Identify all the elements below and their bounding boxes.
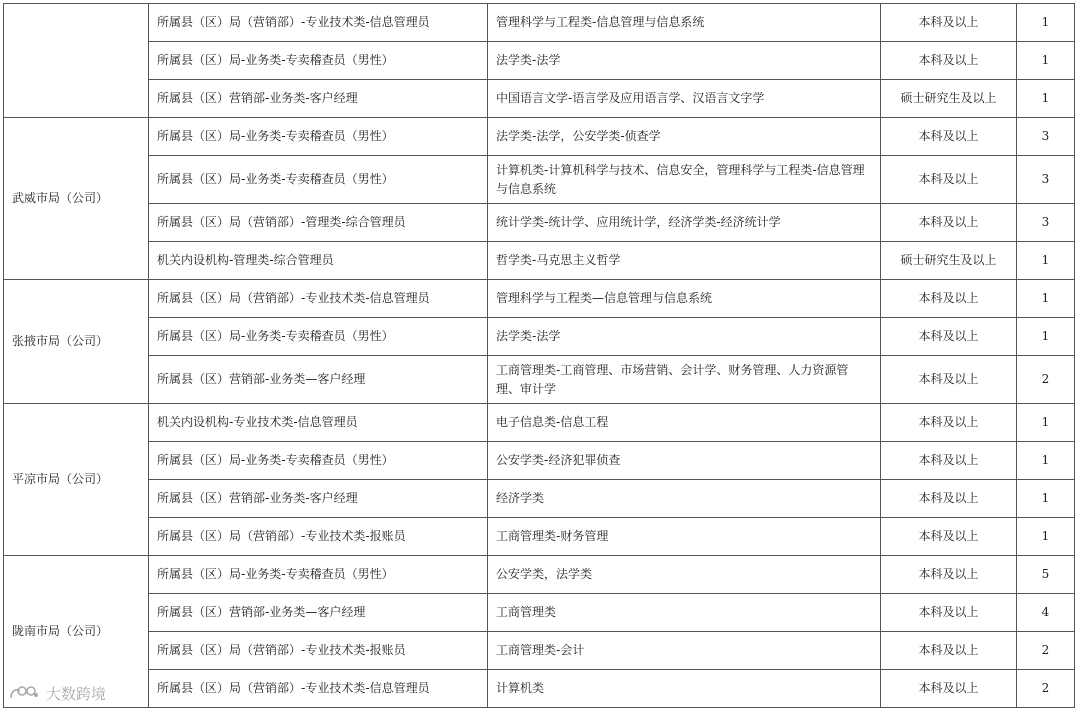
- count-cell: 1: [1017, 42, 1075, 80]
- major-cell: 法学类-法学: [488, 42, 881, 80]
- education-cell: 本科及以上: [881, 594, 1017, 632]
- major-cell: 工商管理类-工商管理、市场营销、会计学、财务管理、人力资源管理、审计学: [488, 356, 881, 404]
- table-row: [4, 670, 1075, 708]
- position-cell: 所属县（区）局-业务类-专卖稽查员（男性）: [149, 556, 488, 594]
- table-row: [4, 80, 1075, 118]
- count-cell: 1: [1017, 442, 1075, 480]
- table-body: [4, 4, 1075, 708]
- major-cell: 统计学类-统计学、应用统计学，经济学类-经济统计学: [488, 204, 881, 242]
- unit-cell: [4, 4, 149, 118]
- count-cell: 1: [1017, 4, 1075, 42]
- position-cell: 机关内设机构-管理类-综合管理员: [149, 242, 488, 280]
- position-cell: 机关内设机构-专业技术类-信息管理员: [149, 404, 488, 442]
- education-cell: 本科及以上: [881, 280, 1017, 318]
- table-row: [4, 318, 1075, 356]
- position-cell: 所属县（区）营销部-业务类—客户经理: [149, 356, 488, 404]
- count-cell: 1: [1017, 480, 1075, 518]
- position-cell: 所属县（区）营销部-业务类-客户经理: [149, 80, 488, 118]
- position-cell: 所属县（区）营销部-业务类-客户经理: [149, 480, 488, 518]
- education-cell: 本科及以上: [881, 42, 1017, 80]
- major-cell: 法学类-法学，公安学类-侦查学: [488, 118, 881, 156]
- education-cell: 本科及以上: [881, 404, 1017, 442]
- position-cell: 所属县（区）局-业务类-专卖稽查员（男性）: [149, 118, 488, 156]
- major-cell: 管理科学与工程类-信息管理与信息系统: [488, 4, 881, 42]
- count-cell: 1: [1017, 404, 1075, 442]
- position-cell: 所属县（区）局-业务类-专卖稽查员（男性）: [149, 156, 488, 204]
- unit-cell: 平凉市局（公司）: [4, 404, 149, 556]
- count-cell: 1: [1017, 80, 1075, 118]
- education-cell: 本科及以上: [881, 156, 1017, 204]
- count-cell: 1: [1017, 518, 1075, 556]
- position-cell: 所属县（区）局-业务类-专卖稽查员（男性）: [149, 318, 488, 356]
- position-cell: 所属县（区）局（营销部）-专业技术类-信息管理员: [149, 4, 488, 42]
- count-cell: 1: [1017, 242, 1075, 280]
- watermark-text: 大数跨境: [46, 684, 107, 703]
- major-cell: 哲学类-马克思主义哲学: [488, 242, 881, 280]
- table-row: [4, 242, 1075, 280]
- education-cell: 硕士研究生及以上: [881, 242, 1017, 280]
- education-cell: 硕士研究生及以上: [881, 80, 1017, 118]
- unit-cell: 武威市局（公司）: [4, 118, 149, 280]
- count-cell: 3: [1017, 156, 1075, 204]
- education-cell: 本科及以上: [881, 4, 1017, 42]
- major-cell: 工商管理类: [488, 594, 881, 632]
- table-row: [4, 356, 1075, 404]
- education-cell: 本科及以上: [881, 556, 1017, 594]
- education-cell: 本科及以上: [881, 518, 1017, 556]
- count-cell: 2: [1017, 356, 1075, 404]
- education-cell: 本科及以上: [881, 318, 1017, 356]
- education-cell: 本科及以上: [881, 670, 1017, 708]
- count-cell: 2: [1017, 632, 1075, 670]
- major-cell: 公安学类，法学类: [488, 556, 881, 594]
- bigdata-logo-icon: [8, 682, 40, 704]
- position-cell: 所属县（区）营销部-业务类—客户经理: [149, 594, 488, 632]
- table-row: [4, 42, 1075, 80]
- position-cell: 所属县（区）局（营销部）-专业技术类-报账员: [149, 632, 488, 670]
- unit-cell: 张掖市局（公司）: [4, 280, 149, 404]
- count-cell: 5: [1017, 556, 1075, 594]
- count-cell: 1: [1017, 318, 1075, 356]
- count-cell: 3: [1017, 204, 1075, 242]
- table-row: [4, 156, 1075, 204]
- position-cell: 所属县（区）局-业务类-专卖稽查员（男性）: [149, 42, 488, 80]
- table-row: [4, 594, 1075, 632]
- education-cell: 本科及以上: [881, 632, 1017, 670]
- major-cell: 经济学类: [488, 480, 881, 518]
- count-cell: 4: [1017, 594, 1075, 632]
- major-cell: 计算机类: [488, 670, 881, 708]
- major-cell: 法学类-法学: [488, 318, 881, 356]
- major-cell: 工商管理类-会计: [488, 632, 881, 670]
- table-row: [4, 280, 1075, 318]
- major-cell: 工商管理类-财务管理: [488, 518, 881, 556]
- recruitment-table: [3, 3, 1075, 708]
- count-cell: 1: [1017, 280, 1075, 318]
- table-row: [4, 4, 1075, 42]
- table-row: [4, 556, 1075, 594]
- unit-cell: 陇南市局（公司）: [4, 556, 149, 708]
- watermark: [8, 682, 106, 704]
- table-row: [4, 442, 1075, 480]
- major-cell: 计算机类-计算机科学与技术、信息安全，管理科学与工程类-信息管理与信息系统: [488, 156, 881, 204]
- position-cell: 所属县（区）局（营销部）-专业技术类-信息管理员: [149, 670, 488, 708]
- education-cell: 本科及以上: [881, 442, 1017, 480]
- education-cell: 本科及以上: [881, 480, 1017, 518]
- education-cell: 本科及以上: [881, 204, 1017, 242]
- table-row: [4, 204, 1075, 242]
- position-cell: 所属县（区）局（营销部）-专业技术类-信息管理员: [149, 280, 488, 318]
- position-cell: 所属县（区）局-业务类-专卖稽查员（男性）: [149, 442, 488, 480]
- table-row: [4, 518, 1075, 556]
- major-cell: 管理科学与工程类—信息管理与信息系统: [488, 280, 881, 318]
- major-cell: 公安学类-经济犯罪侦查: [488, 442, 881, 480]
- position-cell: 所属县（区）局（营销部）-管理类-综合管理员: [149, 204, 488, 242]
- education-cell: 本科及以上: [881, 118, 1017, 156]
- table-row: [4, 632, 1075, 670]
- position-cell: 所属县（区）局（营销部）-专业技术类-报账员: [149, 518, 488, 556]
- table-row: [4, 118, 1075, 156]
- education-cell: 本科及以上: [881, 356, 1017, 404]
- table-row: [4, 480, 1075, 518]
- count-cell: 2: [1017, 670, 1075, 708]
- major-cell: 中国语言文学-语言学及应用语言学、汉语言文字学: [488, 80, 881, 118]
- major-cell: 电子信息类-信息工程: [488, 404, 881, 442]
- count-cell: 3: [1017, 118, 1075, 156]
- table-row: [4, 404, 1075, 442]
